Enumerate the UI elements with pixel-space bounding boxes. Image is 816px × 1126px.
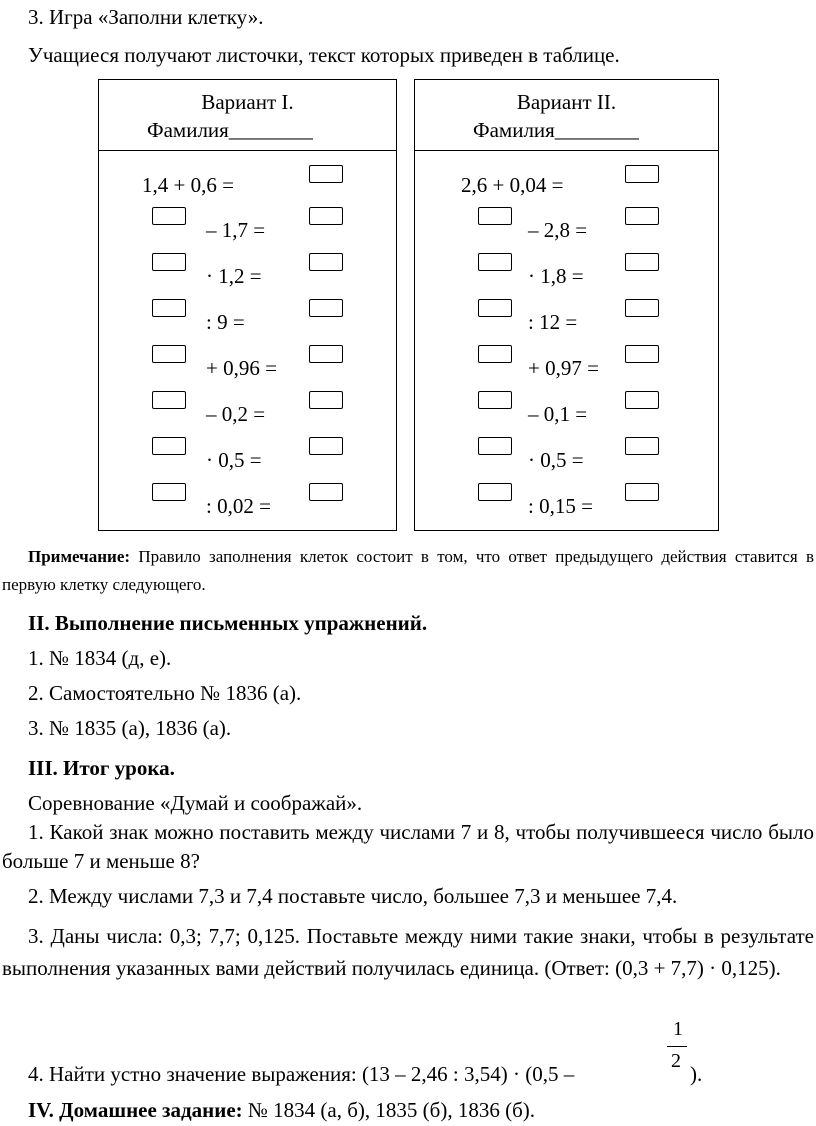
answer-box[interactable]	[625, 437, 659, 455]
answer-box[interactable]	[309, 483, 343, 501]
operation-text: : 0,15 =	[528, 494, 593, 518]
fraction-numerator: 1	[673, 1018, 683, 1040]
input-box[interactable]	[478, 253, 512, 271]
operation-text: – 2,8 =	[528, 218, 588, 242]
operation-text: · 0,5 =	[528, 448, 584, 472]
question-2: 2. Между числами 7,3 и 7,4 поставьте число, большее 7,3 и меньшее 7,4.	[28, 884, 678, 908]
answer-box[interactable]	[309, 207, 343, 225]
homework-label: IV. Домашнее задание:	[28, 1098, 243, 1122]
input-box[interactable]	[152, 253, 186, 271]
operation-text: : 9 =	[206, 310, 245, 334]
input-box[interactable]	[478, 299, 512, 317]
question-4-tail: ).	[690, 1062, 703, 1086]
question-3: 3. Даны числа: 0,3; 7,7; 0,125. Поставьте между ними такие знаки, чтобы в результате выполнения указанных вами действий получилась единица. (Ответ: (0,3 + 7,7) · 0,125).	[2, 924, 814, 980]
input-box[interactable]	[478, 437, 512, 455]
list-item: 3. № 1835 (а), 1836 (а).	[28, 716, 232, 740]
answer-box[interactable]	[625, 299, 659, 317]
competition-title: Соревнование «Думай и соображай».	[28, 791, 363, 815]
surname-field: Фамилия________	[473, 118, 639, 142]
operation-text: – 0,1 =	[528, 402, 588, 426]
operation-text: + 0,97 =	[528, 356, 599, 380]
question-4: 4. Найти устно значение выражения: (13 – 2,46 : 3,54) · (0,5 –	[28, 1062, 575, 1086]
card-header	[415, 80, 718, 151]
operation-text: · 0,5 =	[206, 448, 262, 472]
answer-box[interactable]	[309, 345, 343, 363]
operation-text: + 0,96 =	[206, 356, 277, 380]
operation-text: · 1,8 =	[528, 264, 584, 288]
input-box[interactable]	[478, 483, 512, 501]
answer-box[interactable]	[309, 299, 343, 317]
fraction-denominator: 2	[671, 1050, 681, 1072]
homework	[28, 1097, 535, 1123]
operation-text: – 1,7 =	[206, 218, 266, 242]
operation-text: · 1,2 =	[206, 264, 262, 288]
intro-text: Учащиеся получают листочки, текст которых приведен в таблице.	[28, 43, 620, 67]
input-box[interactable]	[152, 437, 186, 455]
input-box[interactable]	[152, 345, 186, 363]
card-header	[99, 80, 396, 151]
list-item: 2. Самостоятельно № 1836 (а).	[28, 681, 302, 705]
input-box[interactable]	[478, 207, 512, 225]
input-box[interactable]	[152, 391, 186, 409]
surname-field: Фамилия________	[147, 118, 313, 142]
first-expression: 1,4 + 0,6 =	[142, 173, 234, 197]
answer-box[interactable]	[625, 253, 659, 271]
fraction-bar	[667, 1046, 687, 1047]
variant-title: Вариант I.	[201, 90, 294, 114]
section-3-title: III. Итог урока.	[28, 756, 175, 780]
operation-text: – 0,2 =	[206, 402, 266, 426]
section-2-title: II. Выполнение письменных упражнений.	[28, 611, 428, 635]
input-box[interactable]	[478, 391, 512, 409]
input-box[interactable]	[152, 207, 186, 225]
input-box[interactable]	[478, 345, 512, 363]
note	[2, 543, 814, 599]
note-label: Примечание:	[28, 547, 131, 566]
list-item: 1. № 1834 (д, е).	[28, 646, 172, 670]
input-box[interactable]	[152, 483, 186, 501]
answer-box[interactable]	[309, 165, 343, 183]
answer-box[interactable]	[309, 437, 343, 455]
answer-box[interactable]	[625, 345, 659, 363]
answer-box[interactable]	[309, 391, 343, 409]
operation-text: : 12 =	[528, 310, 578, 334]
answer-box[interactable]	[625, 391, 659, 409]
heading: 3. Игра «Заполни клетку».	[28, 5, 264, 29]
operation-text: : 0,02 =	[206, 494, 271, 518]
note-text: Правило заполнения клеток состоит в том, что ответ предыдущего действия ставится в первую клетку следующего.	[2, 547, 814, 594]
input-box[interactable]	[152, 299, 186, 317]
answer-box[interactable]	[625, 207, 659, 225]
question-1: 1. Какой знак можно поставить между числами 7 и 8, чтобы получившееся число было больше 7 и меньше 8?	[2, 820, 814, 873]
answer-box[interactable]	[625, 165, 659, 183]
homework-text: № 1834 (а, б), 1835 (б), 1836 (б).	[242, 1098, 536, 1122]
answer-box[interactable]	[309, 253, 343, 271]
answer-box[interactable]	[625, 483, 659, 501]
variant-title: Вариант II.	[516, 90, 617, 114]
first-expression: 2,6 + 0,04 =	[461, 173, 564, 197]
